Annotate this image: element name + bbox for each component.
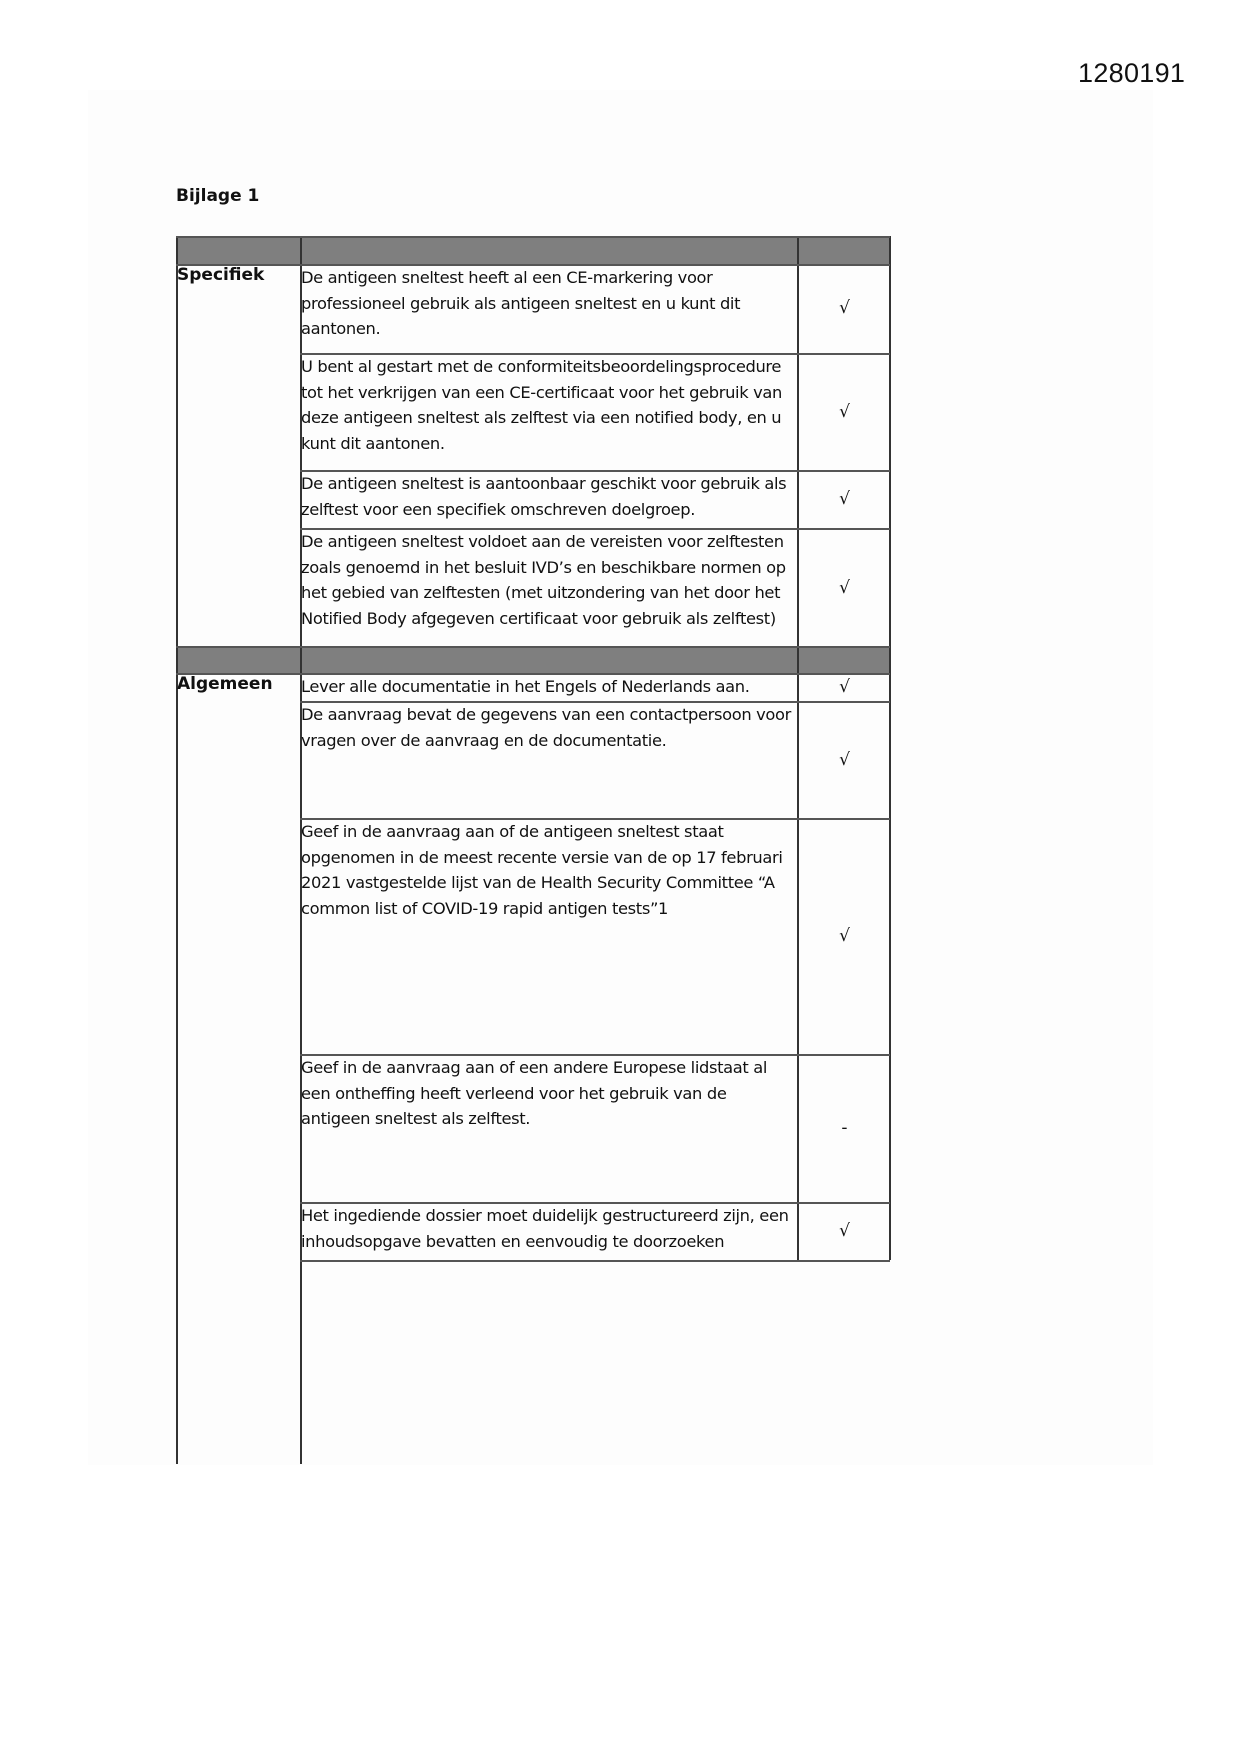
section-label-specifiek: Specifiek	[177, 265, 265, 285]
status-check: √	[839, 489, 850, 509]
requirement-text: Het ingediende dossier moet duidelijk gestructureerd zijn, een inhoudsopgave bevatten en eenvoudig te doorzoeken	[301, 1206, 789, 1251]
status-dash: -	[841, 1118, 848, 1138]
document-id: 1280191	[1078, 58, 1186, 88]
status-check: √	[839, 926, 850, 946]
separator-top-line	[176, 646, 890, 648]
requirement-text: U bent al gestart met de conformiteitsbeoordelingsprocedure tot het verkrijgen van een CE-certificaat voor het gebruik van deze antigeen sneltest als zelftest via een notified body, en u kunt dit aantonen.	[301, 357, 782, 453]
status-check: √	[839, 1221, 850, 1241]
header-top-line	[176, 236, 890, 238]
status-check: √	[839, 750, 850, 770]
table-header-band	[176, 237, 890, 264]
table-border-left	[176, 236, 178, 1464]
row-line	[300, 1260, 890, 1262]
page-title: Bijlage 1	[176, 186, 260, 206]
table-border-right	[889, 236, 891, 1260]
requirement-text: De antigeen sneltest heeft al een CE-markering voor professioneel gebruik als antigeen sneltest en u kunt dit aantonen.	[301, 268, 741, 338]
requirement-text: Lever alle documentatie in het Engels of Nederlands aan.	[301, 677, 750, 696]
requirement-text: De aanvraag bevat de gegevens van een contactpersoon voor vragen over de aanvraag en de documentatie.	[301, 705, 791, 750]
status-check: √	[839, 677, 850, 697]
status-check: √	[839, 578, 850, 598]
status-check: √	[839, 402, 850, 422]
section-separator-band	[176, 646, 890, 673]
requirement-text: Geef in de aanvraag aan of de antigeen sneltest staat opgenomen in de meest recente versie van de op 17 februari 2021 vastgestelde lijst van de Health Security Committee “A common list of COVID-19 rapid antigen tests”1	[301, 822, 783, 918]
requirement-text: De antigeen sneltest is aantoonbaar geschikt voor gebruik als zelftest voor een specifiek omschreven doelgroep.	[301, 474, 787, 519]
status-check: √	[839, 298, 850, 318]
requirement-text: De antigeen sneltest voldoet aan de vereisten voor zelftesten zoals genoemd in het besluit IVD’s en beschikbare normen op het gebied van zelftesten (met uitzondering van het door het Notified Body afgegeven certificaat voor gebruik als zelftest)	[301, 532, 786, 628]
requirement-text: Geef in de aanvraag aan of een andere Europese lidstaat al een ontheffing heeft verleend voor het gebruik van de antigeen sneltest als zelftest.	[301, 1058, 768, 1128]
column-divider-2	[797, 236, 799, 1260]
section-label-algemeen: Algemeen	[177, 674, 273, 694]
